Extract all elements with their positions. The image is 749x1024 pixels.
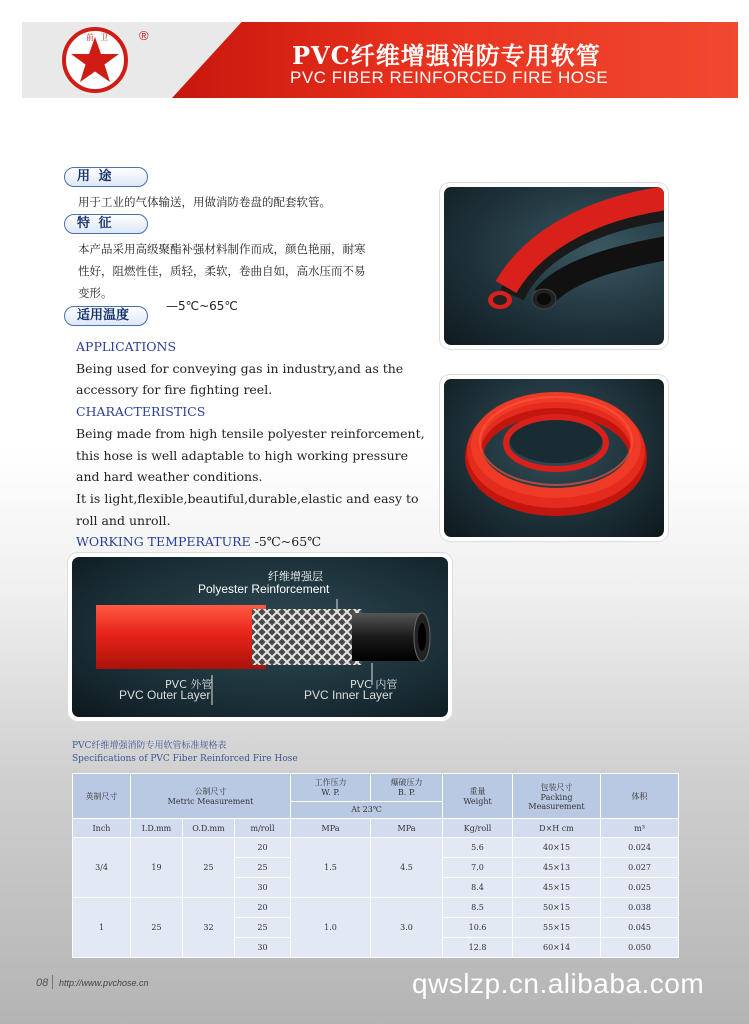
header-size: 英制尺寸 — [73, 774, 131, 819]
packing-cell: 55×15 — [513, 918, 601, 938]
header-metric — [131, 774, 291, 819]
characteristics-line: It is light,flexible,beautiful,durable,elastic and easy to — [76, 490, 419, 506]
inch-cell: 1 — [73, 898, 131, 958]
packing-cell: 45×15 — [513, 878, 601, 898]
page-title-en: PVC FIBER REINFORCED FIRE HOSE — [290, 68, 609, 87]
characteristics-line: roll and unroll. — [76, 512, 171, 528]
working-temperature-value: -5℃~65℃ — [254, 534, 322, 550]
header-metric-cn: 公制尺寸 — [194, 787, 227, 796]
weight-cell: 12.8 — [443, 938, 513, 958]
spec-caption-en: Specifications of PVC Fiber Reinforced Fire Hose — [72, 754, 298, 764]
characteristics-line: and hard weather conditions. — [76, 469, 263, 485]
wp-cell: 1.5 — [291, 838, 371, 898]
weight-cell: 7.0 — [443, 858, 513, 878]
weight-cell: 8.5 — [443, 898, 513, 918]
usage-label: 用 途 — [64, 167, 148, 187]
coiled-hose-photo — [440, 375, 668, 541]
temperature-value: —5℃~65℃ — [166, 299, 238, 313]
packing-cell: 45×13 — [513, 858, 601, 878]
unit-cell: MPa — [371, 819, 443, 838]
header-temperature: At 23℃ — [291, 801, 443, 818]
reinforcement-label-cn: 纤维增强层 — [268, 570, 323, 583]
feature-line: 变形。 — [78, 286, 113, 300]
header-packing-cn: 包装尺寸 — [540, 782, 573, 792]
applications-line: Being used for conveying gas in industry,and as the — [76, 360, 404, 376]
feature-text — [78, 238, 366, 304]
packing-cell: 60×14 — [513, 938, 601, 958]
inner-layer-label-en: PVC Inner Layer — [304, 688, 393, 702]
outer-layer-label-cn: PVC 外管 — [165, 678, 213, 691]
feature-label: 特 征 — [64, 214, 148, 234]
header-wp-en: W. P. — [321, 788, 340, 798]
feature-line: 本产品采用高级聚酯补强材料制作而成，颜色艳丽，耐寒 — [78, 242, 366, 256]
website-link[interactable]: http://www.pvchose.cn — [59, 978, 149, 988]
inner-layer-label-cn: PVC 内管 — [350, 678, 398, 691]
spec-caption — [72, 740, 298, 766]
characteristics-line: Being made from high tensile polyester reinforcement, — [76, 425, 425, 441]
volume-cell: 0.038 — [601, 898, 679, 918]
page-title-cn: PVC纤维增强消防专用软管 — [292, 41, 601, 70]
header-bp-cn: 爆破压力 — [390, 778, 423, 788]
inch-cell: 3/4 — [73, 838, 131, 898]
footer-divider — [52, 975, 53, 989]
volume-cell: 0.025 — [601, 878, 679, 898]
registered-mark: ® — [139, 28, 149, 43]
packing-cell: 40×15 — [513, 838, 601, 858]
header-metric-en: Metric Measurement — [167, 797, 254, 806]
header-bp-en: B. P. — [397, 788, 416, 798]
header-wp-cn: 工作压力 — [314, 778, 347, 788]
length-cell: 20 — [235, 898, 291, 918]
hose-ends-photo — [440, 183, 668, 349]
spec-table — [72, 773, 679, 958]
unit-cell: MPa — [291, 819, 371, 838]
hose-structure-diagram — [68, 553, 452, 721]
header-weight-cn: 重量 — [469, 787, 486, 796]
unit-cell: m/roll — [235, 819, 291, 838]
characteristics-heading: CHARACTERISTICS — [76, 404, 206, 420]
header-packing-en: Packing — [540, 792, 573, 802]
id-cell: 19 — [131, 838, 183, 898]
header-volume: 体积 — [601, 774, 679, 819]
header-banner — [22, 22, 738, 98]
volume-cell: 0.050 — [601, 938, 679, 958]
header-weight-en: Weight — [463, 797, 492, 806]
length-cell: 25 — [235, 918, 291, 938]
unit-cell: Inch — [73, 819, 131, 838]
wp-cell: 1.0 — [291, 898, 371, 958]
unit-cell: O.D.mm — [183, 819, 235, 838]
page-number: 08 — [36, 977, 49, 989]
bp-cell: 3.0 — [371, 898, 443, 958]
header-bp — [371, 774, 443, 802]
bp-cell: 4.5 — [371, 838, 443, 898]
id-cell: 25 — [131, 898, 183, 958]
unit-cell: I.D.mm — [131, 819, 183, 838]
logo-text: 前卫 — [86, 33, 114, 42]
outer-layer-label-en: PVC Outer Layer — [119, 688, 211, 702]
packing-cell: 50×15 — [513, 898, 601, 918]
length-cell: 25 — [235, 858, 291, 878]
volume-cell: 0.027 — [601, 858, 679, 878]
header-weight — [443, 774, 513, 819]
length-cell: 30 — [235, 878, 291, 898]
header-packing-en: Measurement — [528, 801, 585, 811]
table-row — [73, 838, 679, 858]
table-row — [73, 898, 679, 918]
feature-line: 性好，阻燃性佳，质轻，柔软，卷曲自如，高水压而不易 — [78, 264, 366, 278]
header-wp — [291, 774, 371, 802]
watermark-text: qwslzp.cn.alibaba.com — [412, 968, 705, 999]
length-cell: 30 — [235, 938, 291, 958]
reinforcement-label-en: Polyester Reinforcement — [198, 582, 330, 596]
unit-cell: m³ — [601, 819, 679, 838]
weight-cell: 10.6 — [443, 918, 513, 938]
length-cell: 20 — [235, 838, 291, 858]
working-temperature-heading: WORKING TEMPERATURE — [76, 534, 251, 550]
weight-cell: 5.6 — [443, 838, 513, 858]
spec-caption-cn: PVC纤维增强消防专用软管标准规格表 — [72, 741, 227, 751]
volume-cell: 0.045 — [601, 918, 679, 938]
weight-cell: 8.4 — [443, 878, 513, 898]
unit-cell: D×H cm — [513, 819, 601, 838]
header-packing — [513, 774, 601, 819]
od-cell: 25 — [183, 838, 235, 898]
unit-cell: Kg/roll — [443, 819, 513, 838]
temperature-label: 适用温度 — [64, 306, 148, 326]
od-cell: 32 — [183, 898, 235, 958]
english-description — [76, 336, 425, 553]
applications-heading: APPLICATIONS — [76, 339, 177, 354]
characteristics-line: this hose is well adaptable to high working pressure — [76, 447, 409, 463]
volume-cell: 0.024 — [601, 838, 679, 858]
applications-line: accessory for fire fighting reel. — [76, 382, 273, 398]
usage-text: 用于工业的气体输送，用做消防卷盘的配套软管。 — [78, 195, 331, 209]
